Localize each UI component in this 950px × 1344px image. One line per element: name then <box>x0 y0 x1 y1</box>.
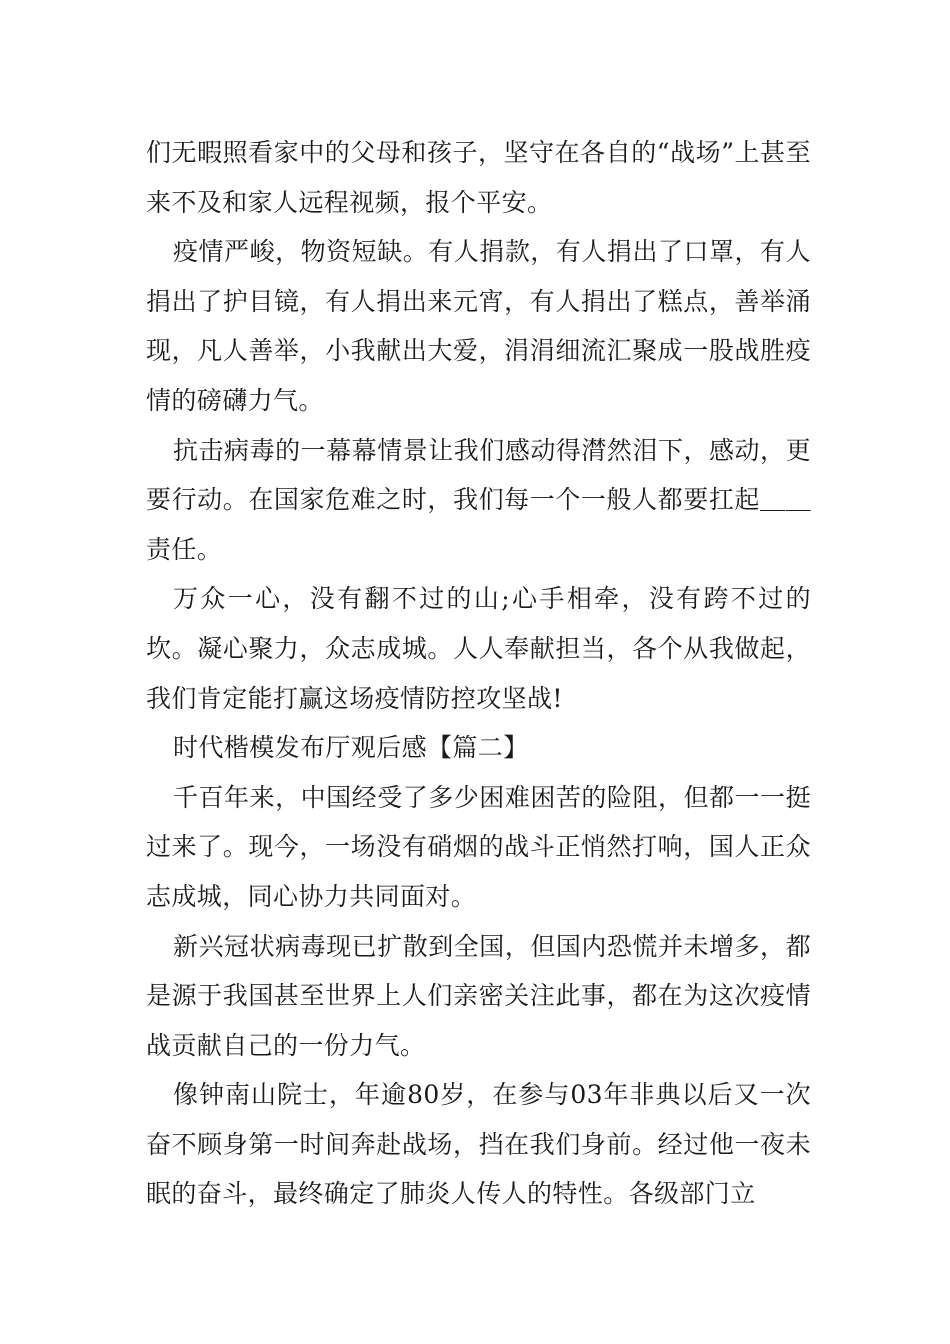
paragraph-virus: 新兴冠状病毒现已扩散到全国，但国内恐慌并未增多，都是源于我国甚至世界上人们亲密关注此事，都在为这次疫情战贡献自己的一份力气。 <box>146 931 811 1060</box>
paragraph-donations: 疫情严峻，物资短缺。有人捐款，有人捐出了口罩，有人捐出了护目镜，有人捐出来元宵，有人捐出了糕点，善举涌现，凡人善举，小我献出大爱，涓涓细流汇聚成一股战胜疫情的磅礴力气。 <box>146 237 811 415</box>
paragraph-unity: 万众一心，没有翻不过的山;心手相牵，没有跨不过的坎。凝心聚力，众志成城。人人奉献担当，各个从我做起，我们肯定能打赢这场疫情防控攻坚战! <box>146 584 811 713</box>
section-heading: 时代楷模发布厅观后感【篇二】 <box>173 733 529 763</box>
paragraph-continuation: 们无暇照看家中的父母和孩子，坚守在各自的“战场”上甚至来不及和家人远程视频，报个平安。 <box>146 138 811 217</box>
paragraph-history: 千百年来，中国经受了多少困难困苦的险阻，但都一一挺过来了。现今，一场没有硝烟的战斗正悄然打响，国人正众志成城，同心协力共同面对。 <box>146 782 811 911</box>
body-text <box>146 128 811 1219</box>
paragraph-responsibility: 抗击病毒的一幕幕情景让我们感动得潸然泪下，感动，更要行动。在国家危难之时，我们每一个一般人都要扛起＿＿责任。 <box>146 435 811 564</box>
paragraph-zhong-nanshan: 像钟南山院士，年逾80岁，在参与03年非典以后又一次奋不顾身第一时间奔赴战场，挡在我们身前。经过他一夜未眠的奋斗，最终确定了肺炎人传人的特性。各级部门立 <box>146 1080 811 1209</box>
